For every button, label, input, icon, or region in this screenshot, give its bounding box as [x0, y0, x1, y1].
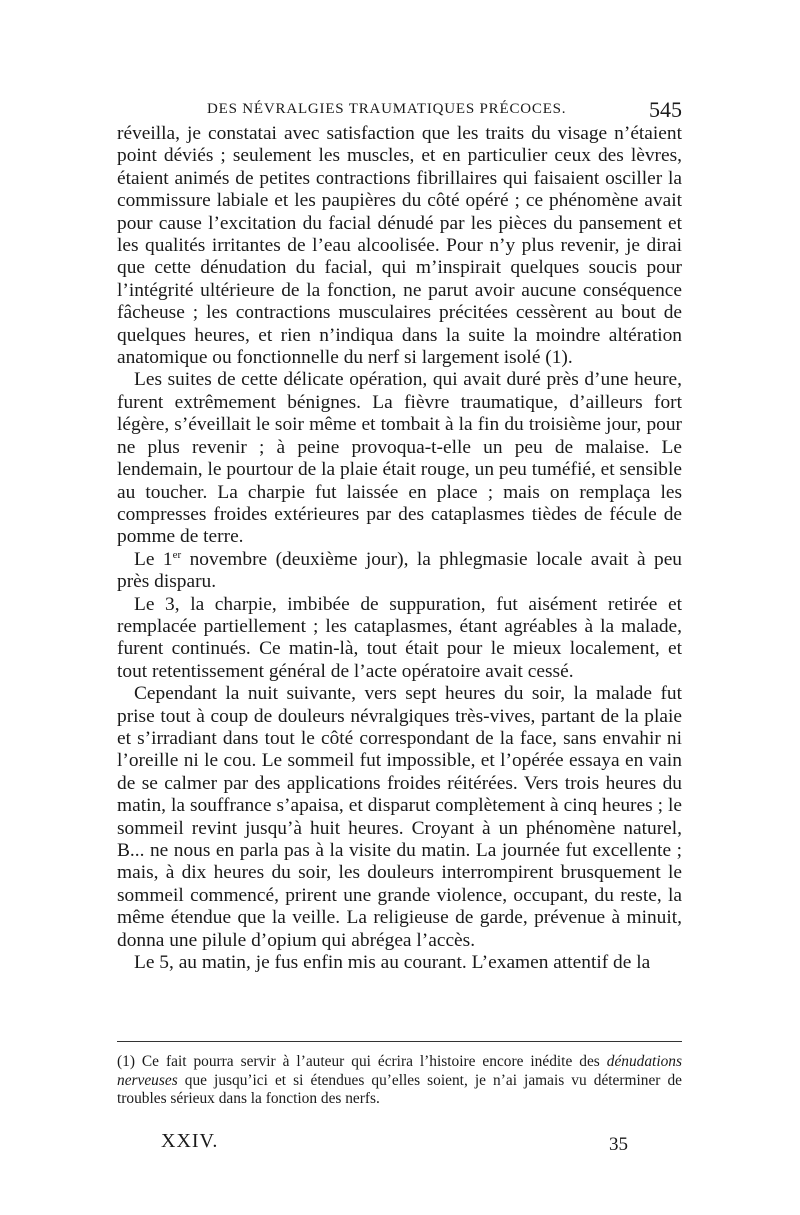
paragraph-text: Les suites de cette délicate opération, qui avait duré près d’une heure, furent extrêmement bénignes. La fièvre traumatique, d’ailleurs fort légère, s’éveillait le soir même et tombait à la fin du troisième jour, pour ne plus revenir ; à peine provoqua-t-elle un peu de malaise. Le lendemain, le pourtour de la plaie était rouge, un peu tuméfié, et sensible au toucher. La charpie fut laissée en place ; mais on remplaça les compresses froides extérieures par des cataplasmes tièdes de fécule de pomme de terre.	[117, 369, 682, 548]
page-number: 545	[649, 97, 682, 122]
ordinal-superscript: er	[172, 548, 182, 561]
paragraph-text: Cependant la nuit suivante, vers sept heures du soir, la malade fut prise tout à coup de douleurs névralgiques très-vives, partant de la plaie et s’irradiant dans tout le côté correspondant de la face, sans envahir ni l’oreille ni le cou. Le sommeil fut impossible, et l’opérée essaya en vain de se calmer par des applications froides réitérées. Vers trois heures du matin, la souffrance s’apaisa, et disparut complètement à cinq heures ; le sommeil revint jusqu’à huit heures. Croyant à un phénomène naturel, B... ne nous en parla pas à la visite du matin. La journée fut excellente ; mais, à dix heures du soir, les douleurs interrompirent brusquement le sommeil commencé, prirent une grande violence, occupant, du reste, la même étendue que la veille. La religieuse de garde, prévenue à minuit, donna une pilule d’opium qui abrégea l’accès.	[117, 683, 682, 951]
sheet-number: 35	[609, 1134, 628, 1155]
paragraph-2	[117, 369, 682, 548]
paragraph-text: Le 5, au matin, je fus enfin mis au courant. L’examen attentif de la	[134, 952, 651, 974]
signature-mark: XXIV.	[161, 1130, 219, 1152]
paragraph-6	[117, 952, 682, 974]
footnote-italic: dénudations nerveuses	[117, 1053, 682, 1089]
paragraph-1	[117, 123, 682, 369]
paragraph-3	[117, 549, 682, 594]
paragraph-4	[117, 594, 682, 684]
paragraph-5	[117, 683, 682, 952]
footnote-suffix: que jusqu’ici et si étendues qu’elles soient, je n’ai jamais vu déterminer de troubles sérieux dans la fonction des nerfs.	[117, 1071, 682, 1107]
body-text	[117, 123, 682, 974]
paragraph-text: Le 3, la charpie, imbibée de suppuration, fut aisément retirée et remplacée partiellement ; les cataplasmes, étant agréables à la malade, furent continués. Ce matin-là, tout était pour le mieux localement, et tout retentissement général de l’acte opératoire avait cessé.	[117, 593, 682, 682]
footnote-divider	[117, 1041, 682, 1042]
footnote-prefix: (1) Ce fait pourra servir à l’auteur qui écrira l’histoire encore inédite des	[117, 1053, 607, 1070]
paragraph-text: novembre (deuxième jour), la phlegmasie locale avait à peu près disparu.	[117, 548, 682, 593]
running-title: DES NÉVRALGIES TRAUMATIQUES PRÉCOCES.	[207, 101, 567, 117]
footnote	[117, 1053, 682, 1109]
page-header	[117, 97, 682, 123]
paragraph-prefix: Le 1	[134, 548, 173, 570]
paragraph-text: réveilla, je constatai avec satisfaction que les traits du visage n’étaient point déviés ; seulement les muscles, et en particulier ceux des lèvres, étaient animés de petites contractions fibrillaires qui faisaient osciller la commissure labiale et les paupières du côté opéré ; ce phénomène avait pour cause l’excitation du facial dénudé par les pièces du pansement et les qualités irritantes de l’eau alcoolisée. Pour n’y plus revenir, je dirai que cette dénudation du facial, qui m’inspirait quelques soucis pour l’intégrité ultérieure de la fonction, ne parut avoir aucune conséquence fâcheuse ; les contractions musculaires précitées cessèrent au bout de quelques heures, et rien n’indiqua dans la suite la moindre altération anatomique ou fonctionnelle du nerf si largement isolé (1).	[117, 123, 682, 369]
